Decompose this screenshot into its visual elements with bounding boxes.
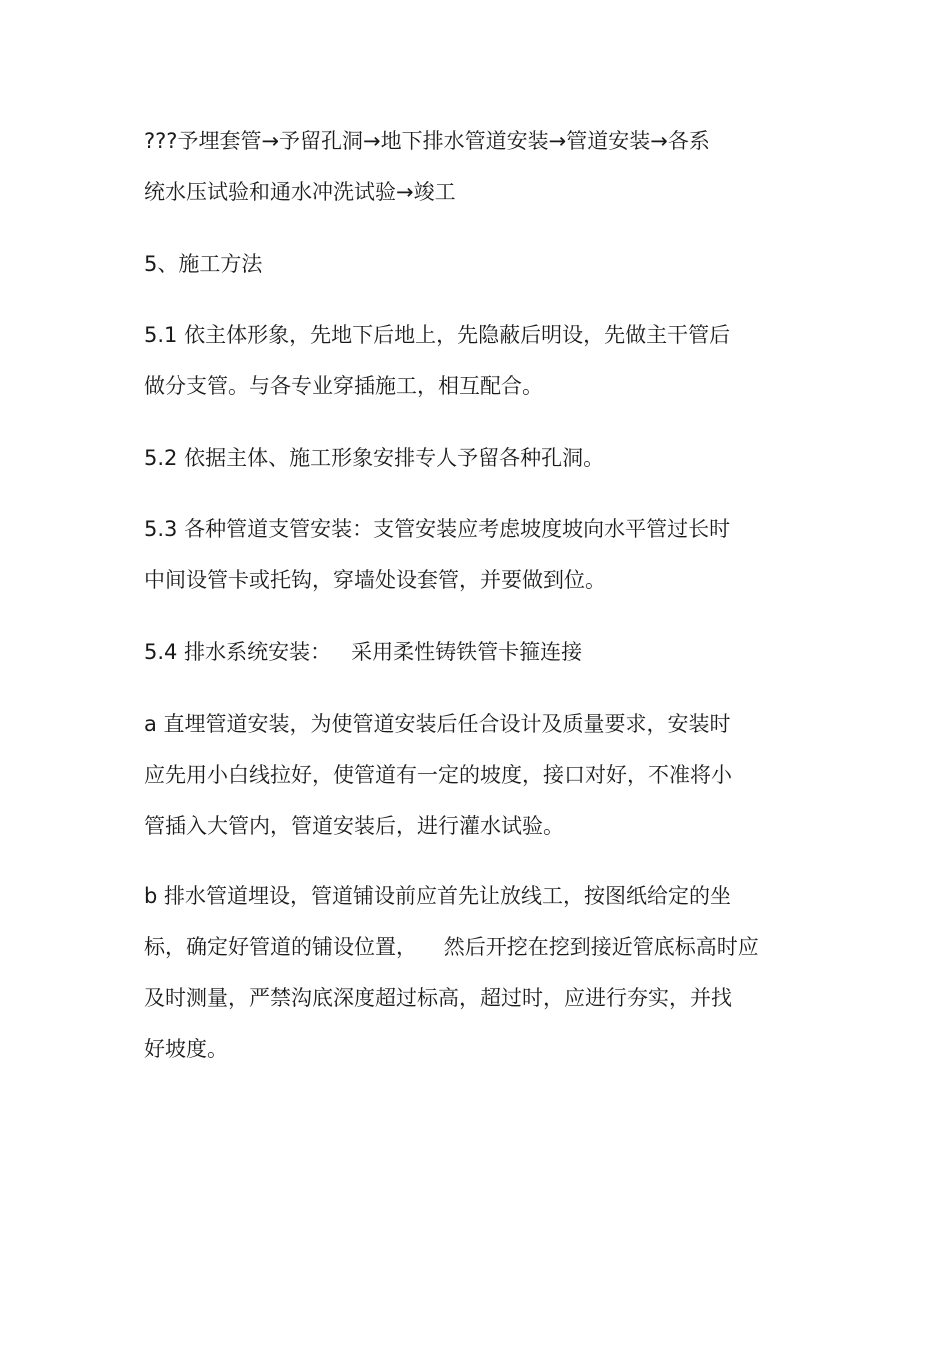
text-line: 5.3 各种管道支管安装：支管安装应考虑坡度坡向水平管过长时 [144, 517, 731, 541]
text-line: 5、施工方法 [144, 252, 263, 276]
paragraph-5-4 [144, 627, 804, 678]
text-line: 5.2 依据主体、施工形象安排专人予留各种孔洞。 [144, 446, 605, 470]
text-line: 及时测量，严禁沟底深度超过标高，超过时，应进行夯实，并找 [144, 986, 732, 1010]
text-line: 好坡度。 [144, 1037, 228, 1061]
text-line: 统水压试验和通水冲洗试验→竣工 [144, 180, 456, 204]
text-line: 管插入大管内，管道安装后，进行灌水试验。 [144, 814, 564, 838]
text-line: 中间设管卡或托钩，穿墙处设套管，并要做到位。 [144, 568, 606, 592]
paragraph-5-2 [144, 433, 804, 484]
text-line: b 排水管道埋设，管道铺设前应首先让放线工，按图纸给定的坐 [144, 884, 732, 908]
text-line: 做分支管。与各专业穿插施工，相互配合。 [144, 374, 543, 398]
text-line: 标，确定好管道的铺设位置， 然后开挖在挖到接近管底标高时应 [144, 935, 759, 959]
paragraph-5-1 [144, 310, 804, 412]
text-line: 5.1 依主体形象，先地下后地上，先隐蔽后明设，先做主干管后 [144, 323, 731, 347]
text-line: ???予埋套管→予留孔洞→地下排水管道安装→管道安装→各系 [144, 129, 710, 153]
text-line: a 直埋管道安装，为使管道安装后任合设计及质量要求，安装时 [144, 712, 731, 736]
section-heading [144, 239, 804, 290]
text-line: 5.4 排水系统安装： 采用柔性铸铁管卡箍连接 [144, 640, 583, 664]
paragraph-item-b [144, 871, 804, 1075]
paragraph-process-flow [144, 116, 804, 218]
text-line: 应先用小白线拉好，使管道有一定的坡度，接口对好，不准将小 [144, 763, 732, 787]
paragraph-5-3 [144, 504, 804, 606]
paragraph-item-a [144, 699, 804, 852]
